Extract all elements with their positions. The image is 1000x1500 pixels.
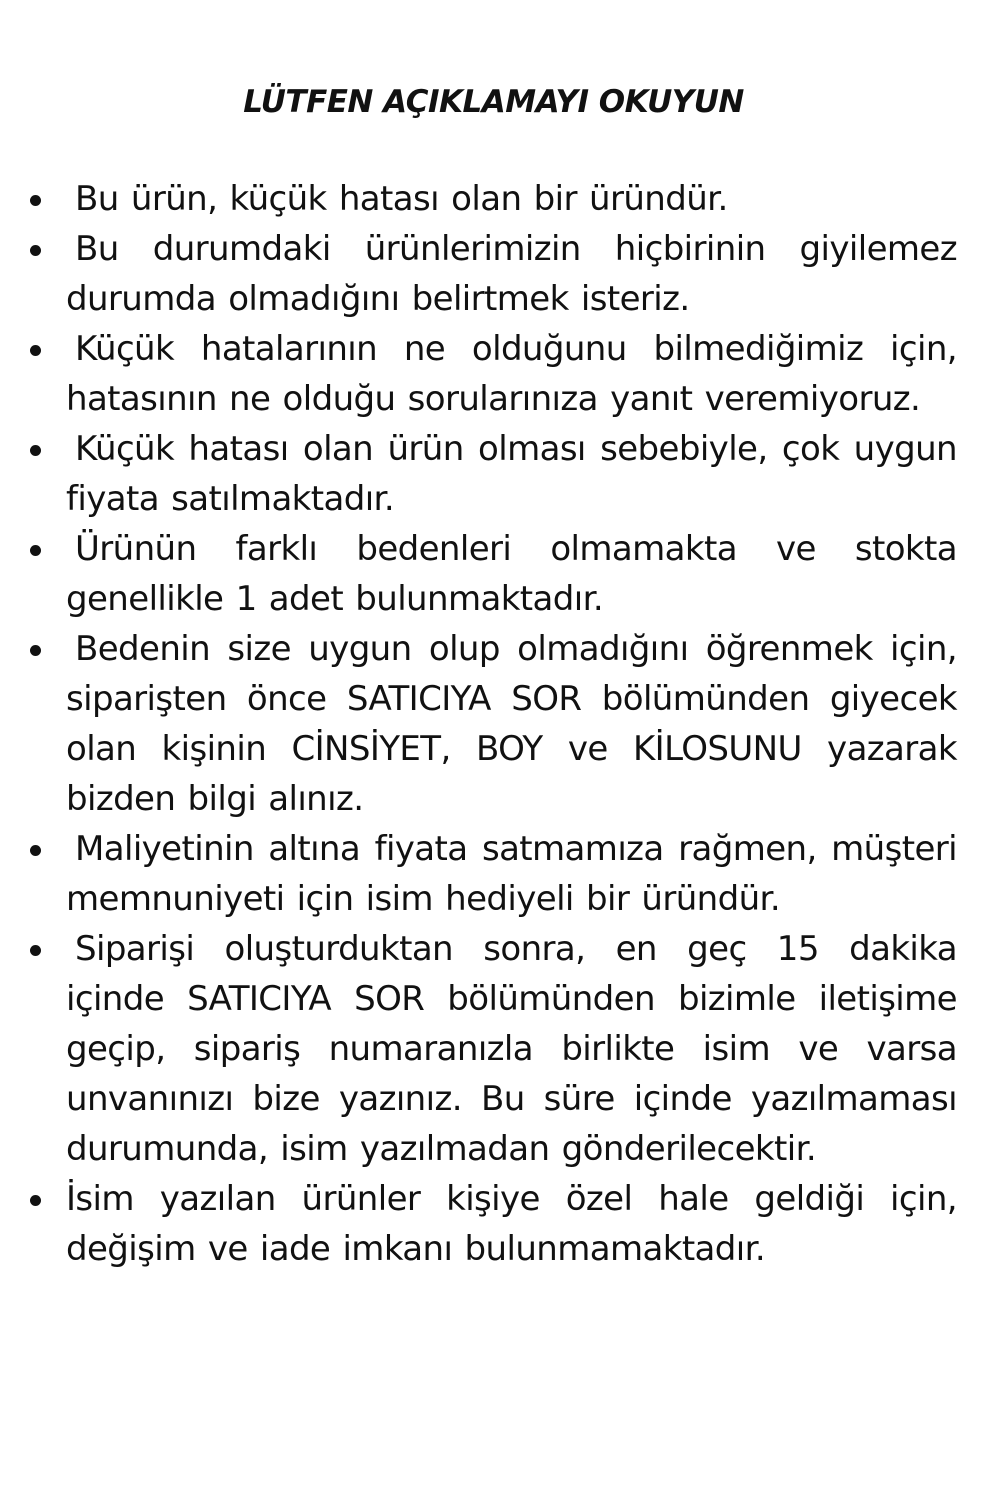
bullet-icon — [30, 845, 41, 856]
list-item — [30, 174, 957, 224]
list-item-text: Küçük hatalarının ne olduğunu bilmediğimiz için, hatasının ne olduğu sorularınıza yanıt veremiyoruz. — [66, 329, 957, 419]
bullet-icon — [30, 445, 41, 456]
list-item — [30, 424, 957, 524]
list-item — [30, 824, 957, 924]
bullet-icon — [30, 1195, 41, 1206]
list-item-text: Bedenin size uygun olup olmadığını öğrenmek için, siparişten önce SATICIYA SOR bölümünden giyecek olan kişinin CİNSİYET, BOY ve KİLOSUNU yazarak bizden bilgi alınız. — [66, 629, 957, 819]
list-item-text: Maliyetinin altına fiyata satmamıza rağmen, müşteri memnuniyeti için isim hediyeli bir üründür. — [66, 829, 957, 919]
list-item — [30, 924, 957, 1174]
list-item-text: Bu ürün, küçük hatası olan bir üründür. — [75, 179, 728, 219]
list-item — [30, 324, 957, 424]
notice-list — [30, 174, 957, 1274]
list-item — [30, 1174, 957, 1274]
bullet-icon — [30, 645, 41, 656]
list-item-text: Ürünün farklı bedenleri olmamakta ve stokta genellikle 1 adet bulunmaktadır. — [66, 529, 957, 619]
page-title: LÜTFEN AÇIKLAMAYI OKUYUN — [243, 84, 744, 120]
list-item-text: Küçük hatası olan ürün olması sebebiyle, çok uygun fiyata satılmaktadır. — [66, 429, 957, 519]
bullet-icon — [30, 945, 41, 956]
list-item-text: Siparişi oluşturduktan sonra, en geç 15 dakika içinde SATICIYA SOR bölümünden bizimle iletişime geçip, sipariş numaranızla birlikte isim ve varsa unvanınızı bize yazınız. Bu süre içinde yazılmaması durumunda, isim yazılmadan gönderilecektir. — [66, 929, 957, 1169]
list-item-text: Bu durumdaki ürünlerimizin hiçbirinin giyilemez durumda olmadığını belirtmek isteriz. — [66, 229, 957, 319]
list-item-text: İsim yazılan ürünler kişiye özel hale geldiği için, değişim ve iade imkanı bulunmamaktadır. — [66, 1179, 957, 1269]
list-item — [30, 524, 957, 624]
bullet-icon — [30, 245, 41, 256]
bullet-icon — [30, 195, 41, 206]
list-item — [30, 224, 957, 324]
list-item — [30, 624, 957, 824]
bullet-icon — [30, 545, 41, 556]
bullet-icon — [30, 345, 41, 356]
